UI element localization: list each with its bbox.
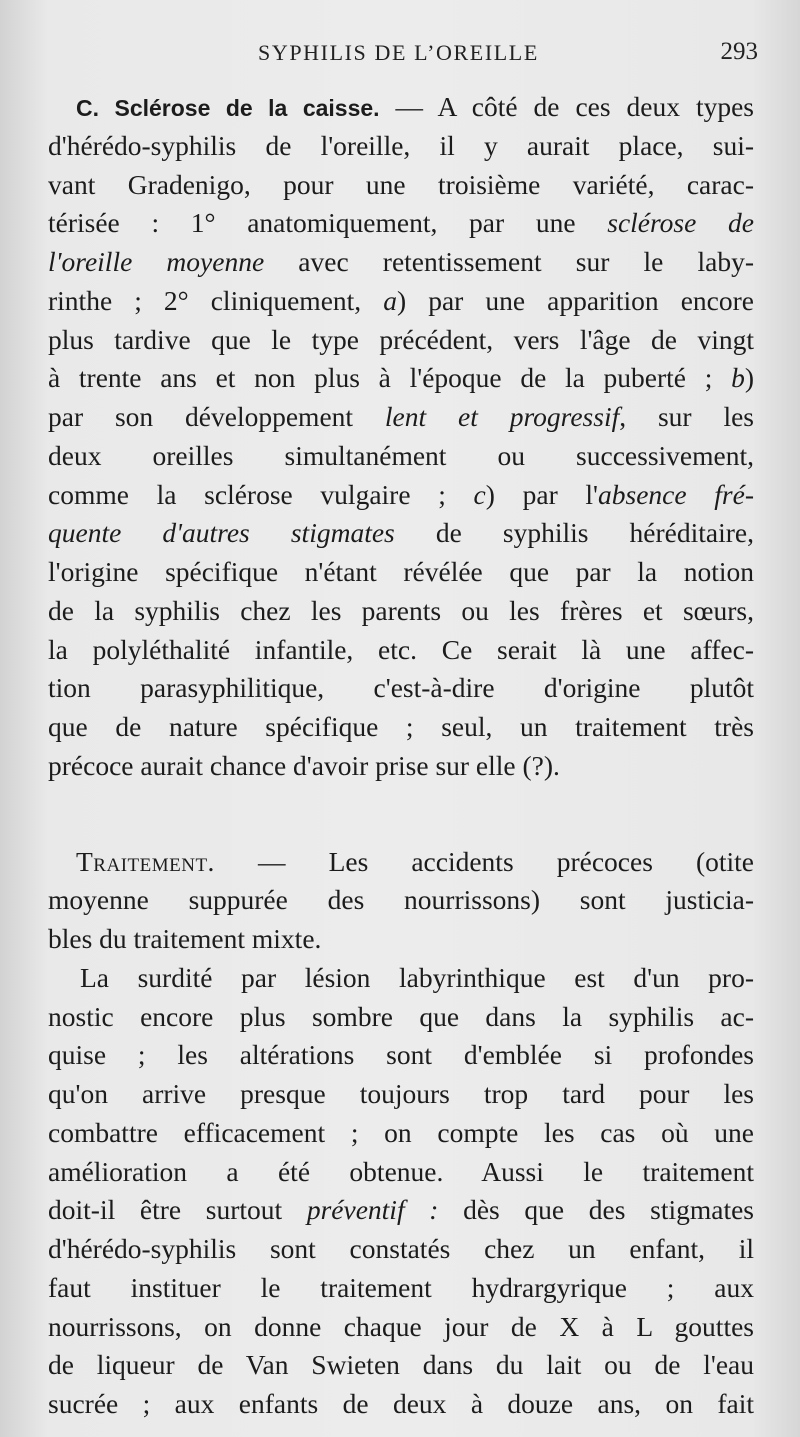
body-text <box>48 88 754 1424</box>
text-line: l'oreille moyenne avec retentissement sur le laby- <box>48 246 754 277</box>
text-line: par son développement lent et progressif, sur les <box>48 401 754 432</box>
text-line: bles du traitement mixte. <box>48 923 322 954</box>
running-title: SYPHILIS DE L’OREILLE <box>258 40 539 65</box>
text-line: faut instituer le traitement hydrargyrique ; aux <box>48 1271 754 1303</box>
paragraph-surdite <box>48 959 754 1424</box>
text-line: C. Sclérose de la caisse. — A côté de ces deux types <box>76 91 754 122</box>
text-line: nourrissons, on donne chaque jour de X à L gouttes <box>48 1310 754 1342</box>
text-line: sucrée ; aux enfants de deux à douze ans, on fait <box>48 1388 754 1419</box>
text-line: plus tardive que le type précédent, vers l'âge de vingt <box>48 323 754 355</box>
text-line: qu'on arrive presque toujours trop tard pour les <box>48 1078 754 1109</box>
text-line: à trente ans et non plus à l'époque de la puberté ; b) <box>48 362 754 394</box>
text-line: moyenne suppurée des nourrissons) sont justicia- <box>48 884 754 916</box>
text-line: rinthe ; 2° cliniquement, a) par une apparition encore <box>48 284 754 316</box>
text-line: l'origine spécifique n'étant révélée que par la notion <box>48 556 754 587</box>
text-line: la polyléthalité infantile, etc. Ce serait là une affec- <box>48 633 754 665</box>
text-line: précoce aurait chance d'avoir prise sur elle (?). <box>48 749 560 781</box>
section-spacer <box>48 786 754 843</box>
page-header <box>0 34 800 74</box>
text-line: quente d'autres stigmates de syphilis héréditaire, <box>48 517 754 549</box>
section-heading: Traitement. <box>76 845 215 877</box>
section-sclerose <box>48 88 754 786</box>
page-number: 293 <box>720 38 758 65</box>
text-line: térisée : 1° anatomiquement, par une sclérose de <box>48 207 754 239</box>
text-line: que de nature spécifique ; seul, un traitement très <box>48 711 754 742</box>
text-line: La surdité par lésion labyrinthique est d'un pro- <box>80 961 754 993</box>
text-line: doit-il être surtout préventif : dès que des stigmates <box>48 1194 754 1226</box>
text-line: combattre efficacement ; on compte les cas où une <box>48 1116 754 1148</box>
section-heading: C. Sclérose de la caisse. <box>76 95 380 121</box>
text-line: deux oreilles simultanément ou successivement, <box>48 439 754 471</box>
text-line: quise ; les altérations sont d'emblée si profondes <box>48 1039 754 1071</box>
text-line: d'hérédo-syphilis sont constatés chez un enfant, il <box>48 1233 754 1264</box>
text-line: nostic encore plus sombre que dans la syphilis ac- <box>48 1000 754 1032</box>
text-line: de liqueur de Van Swieten dans du lait ou de l'eau <box>48 1349 754 1381</box>
text-line: tion parasyphilitique, c'est-à-dire d'origine plutôt <box>48 672 754 704</box>
text-line: d'hérédo-syphilis de l'oreille, il y aurait place, sui- <box>48 129 754 161</box>
text-line: Traitement. — Les accidents précoces (otite <box>76 845 754 877</box>
section-traitement <box>48 843 754 959</box>
text-line: amélioration a été obtenue. Aussi le traitement <box>48 1155 754 1187</box>
text-line: vant Gradenigo, pour une troisième variété, carac- <box>48 168 754 200</box>
text-line: comme la sclérose vulgaire ; c) par l'absence fré- <box>48 478 754 510</box>
text-line: de la syphilis chez les parents ou les frères et sœurs, <box>48 594 754 626</box>
